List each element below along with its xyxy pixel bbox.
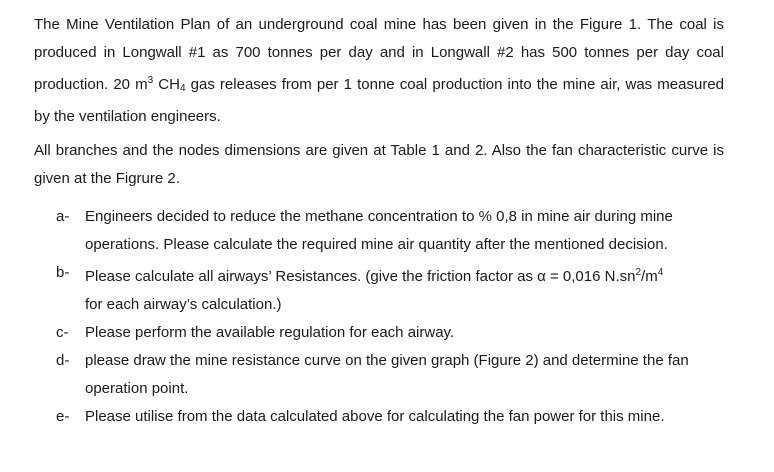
intro-text-3: gas releases from per 1 tonne coal production into the mine air, was measured by the ventilation engineers. [34, 76, 724, 125]
question-marker: c- [56, 324, 69, 341]
question-b-text-3: /m [641, 268, 658, 285]
intro-text-1: The Mine Ventilation Plan of an underground coal mine has been given in the Figure 1. The coal is produced in Longwall #1 as 700 tonnes per day and in Longwall #2 has 500 tonnes per day coal production. 20 m [34, 16, 724, 93]
methane-subscript: 4 [179, 83, 186, 94]
question-e [34, 403, 774, 431]
alpha-symbol: α [537, 268, 546, 285]
question-text: Please perform the available regulation for each airway. [85, 324, 455, 341]
question-b-text-2: = 0,016 N.sn [545, 268, 636, 285]
intro-text-2: CH [153, 76, 180, 93]
fourth-power-superscript: 4 [657, 267, 664, 278]
question-text: Please utilise from the data calculated above for calculating the fan power for this mine. [85, 408, 665, 425]
intro-paragraph [34, 11, 724, 131]
question-d [34, 347, 774, 403]
data-paragraph: All branches and the nodes dimensions are given at Table 1 and 2. Also the fan characteristic curve is given at the Figrure 2. [34, 142, 724, 187]
squared-superscript: 2 [635, 267, 642, 278]
question-text: please draw the mine resistance curve on the given graph (Figure 2) and determine the fan operation point. [85, 352, 689, 397]
question-text [85, 259, 722, 319]
question-list [34, 203, 774, 431]
question-b-text-1: Please calculate all airways’ Resistances. (give the friction factor as [85, 268, 538, 285]
question-marker: e- [56, 408, 70, 425]
question-marker: d- [56, 352, 70, 369]
question-b-text-4: for each airway’s calculation.) [85, 296, 282, 313]
question-a [34, 203, 774, 259]
question-text: Engineers decided to reduce the methane concentration to % 0,8 in mine air during mine operations. Please calculate the required mine air quantity after the mentioned decision. [85, 208, 673, 253]
question-marker: b- [56, 264, 70, 281]
question-b [34, 259, 774, 319]
question-marker: a- [56, 208, 70, 225]
question-c [34, 319, 774, 347]
cubic-superscript: 3 [147, 75, 154, 86]
